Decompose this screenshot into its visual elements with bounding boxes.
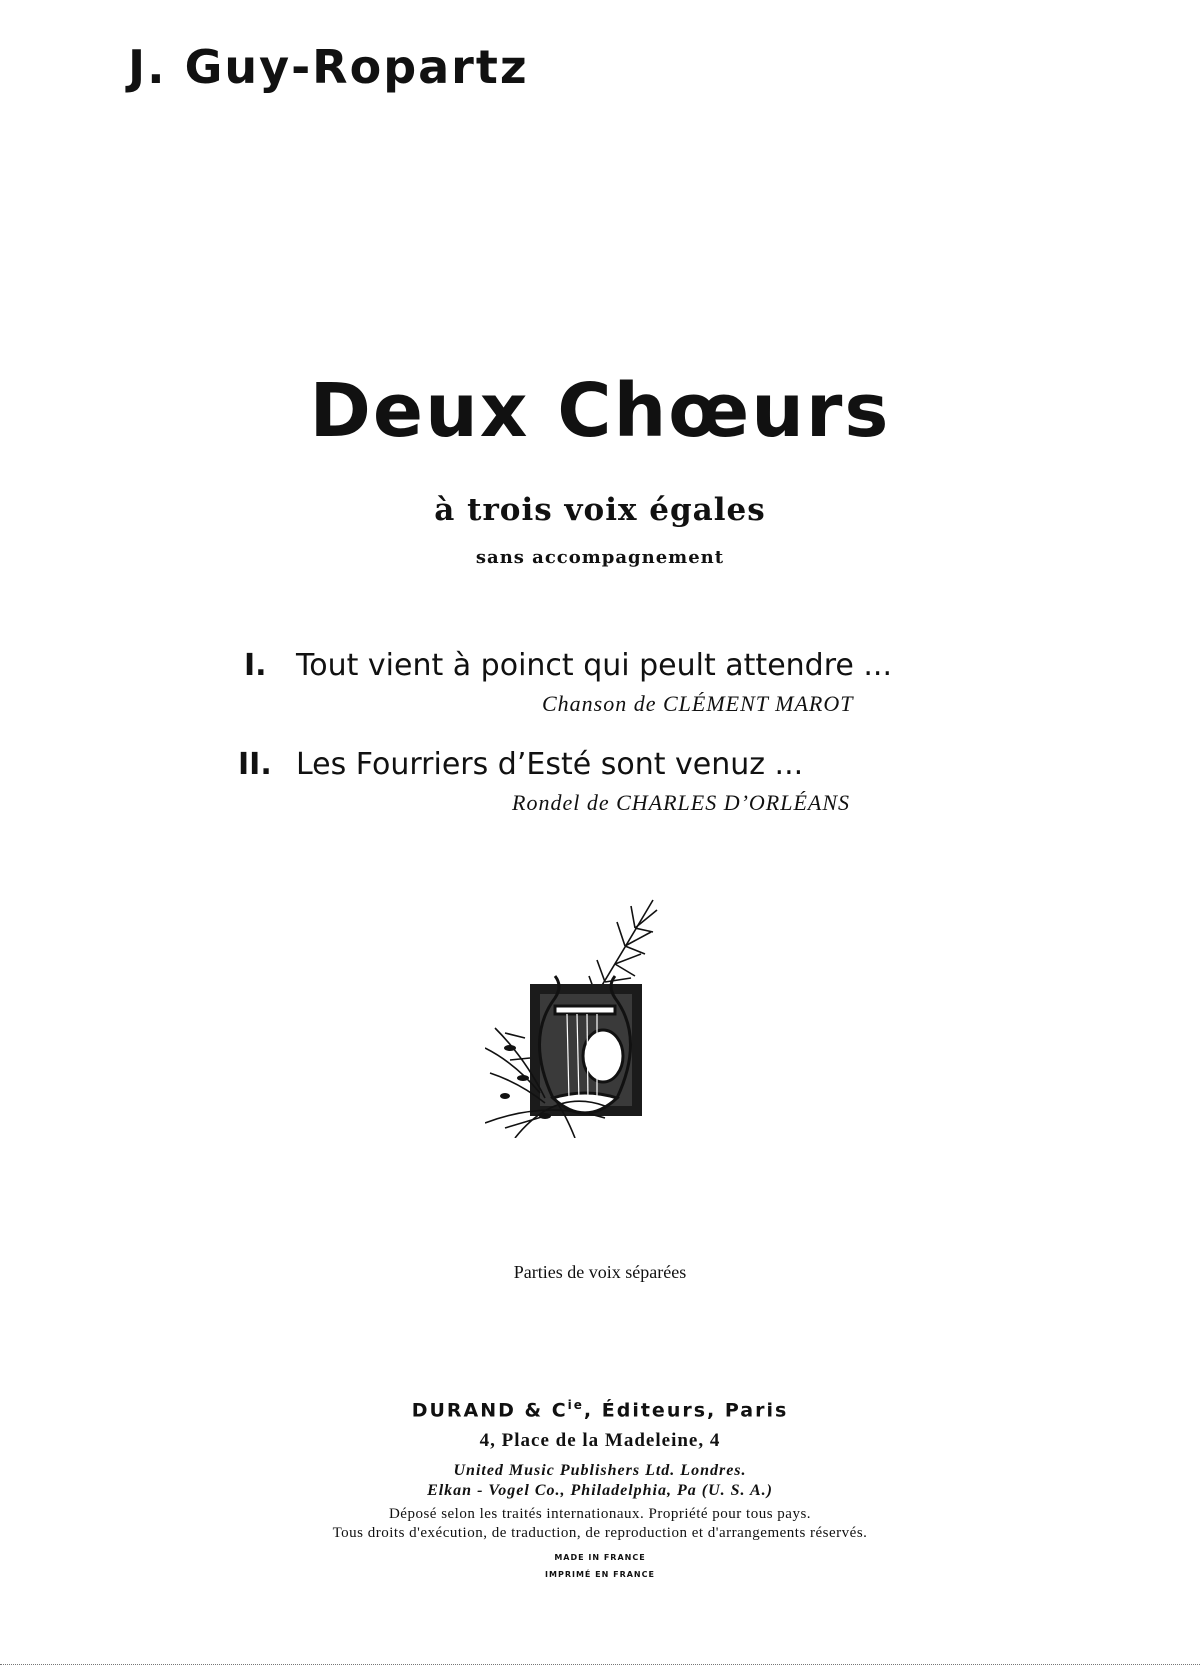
page-title: Deux Chœurs bbox=[309, 368, 891, 454]
rights-notice: Déposé selon les traités internationaux. Propriété pour tous pays. bbox=[388, 1506, 812, 1522]
voice-parts-note: Parties de voix séparées bbox=[513, 1262, 687, 1282]
rights-reserved: Tous droits d'exécution, de traduction, de reproduction et d'arrangements réservés. bbox=[332, 1525, 868, 1541]
made-in-france: MADE IN FRANCE bbox=[554, 1553, 646, 1562]
publisher-name-sup: ie bbox=[567, 1398, 584, 1412]
subtitle: à trois voix égales bbox=[434, 492, 766, 528]
bottom-divider bbox=[0, 1664, 1200, 1665]
accompaniment-note: sans accompagnement bbox=[475, 547, 725, 568]
piece-1-title: Tout vient à poinct qui peult attendre ... bbox=[296, 648, 892, 683]
composer-name: J. Guy-Ropartz bbox=[128, 40, 529, 94]
piece-1-source: Chanson de CLÉMENT MAROT bbox=[542, 691, 854, 716]
publisher-name-main: DURAND & C bbox=[411, 1399, 568, 1422]
piece-2-title: Les Fourriers d’Esté sont venuz ... bbox=[296, 747, 804, 782]
imprime-en-france: IMPRIMÉ EN FRANCE bbox=[545, 1570, 655, 1579]
publisher-agent-london: United Music Publishers Ltd. Londres. bbox=[453, 1462, 747, 1479]
lyre-emblem-icon bbox=[485, 888, 685, 1138]
publisher-agent-philadelphia: Elkan - Vogel Co., Philadelphia, Pa (U. S. A.) bbox=[427, 1482, 773, 1499]
piece-1-number: I. bbox=[244, 648, 267, 683]
publisher-address: 4, Place de la Madeleine, 4 bbox=[479, 1430, 721, 1451]
piece-2-number: II. bbox=[238, 747, 272, 782]
publisher-name bbox=[0, 1398, 1200, 1421]
piece-2-source: Rondel de CHARLES D’ORLÉANS bbox=[512, 790, 851, 815]
publisher-name-rest: , Éditeurs, Paris bbox=[583, 1399, 789, 1422]
